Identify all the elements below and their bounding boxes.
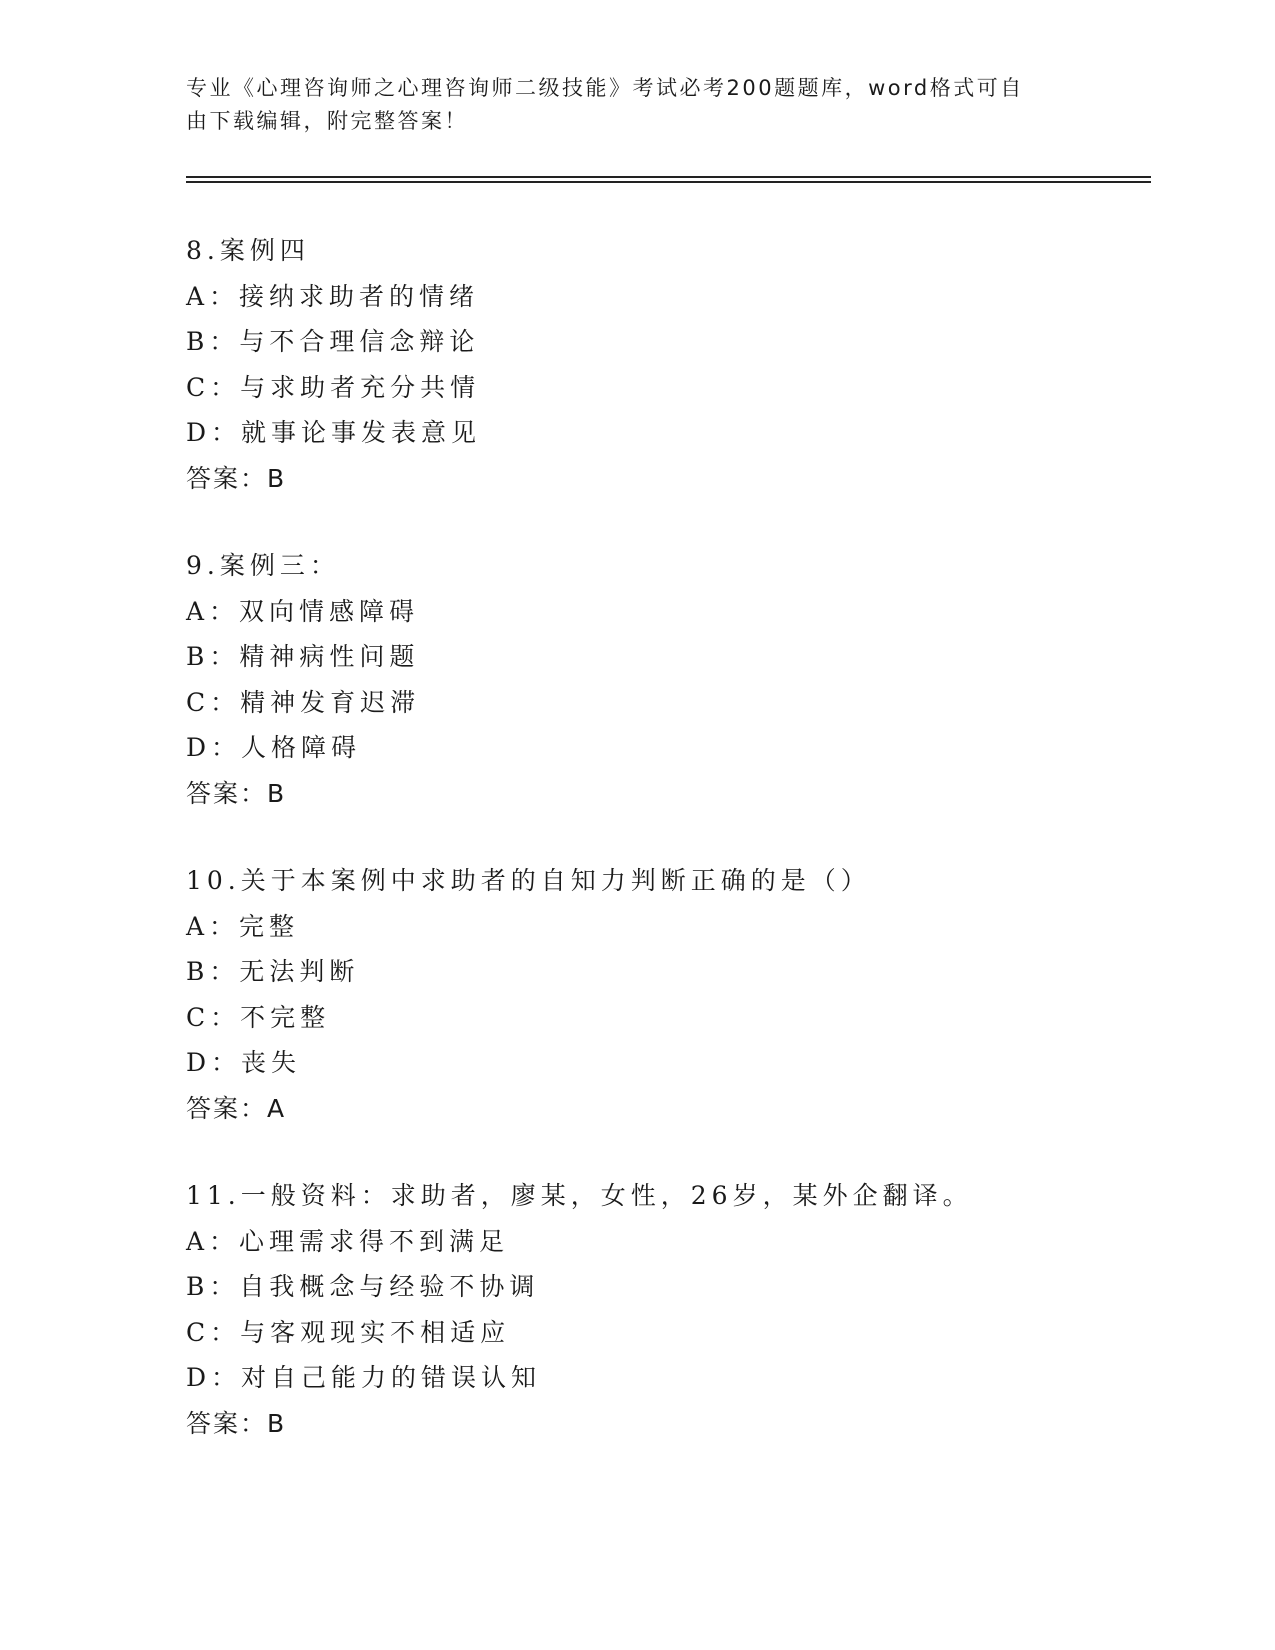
option-a: A：双向情感障碍 — [186, 596, 420, 626]
option-b: B：自我概念与经验不协调 — [186, 1272, 540, 1301]
option-a: A：完整 — [186, 911, 300, 941]
option-b: B：与不合理信念辩论 — [186, 327, 480, 356]
header-line-1: 专业《心理咨询师之心理咨询师二级技能》考试必考200题题库，word格式可自 — [186, 76, 1024, 100]
option-d: D：对自己能力的错误认知 — [186, 1363, 542, 1392]
option-c: C：不完整 — [186, 1002, 331, 1032]
option-d: D：人格障碍 — [186, 733, 362, 762]
option-d: D：丧失 — [186, 1048, 302, 1077]
option-b: B：精神病性问题 — [186, 642, 420, 671]
question-8 — [186, 228, 1146, 501]
option-d: D：就事论事发表意见 — [186, 418, 482, 447]
question-9 — [186, 543, 1146, 816]
header-divider-bottom — [186, 181, 1151, 183]
answer-label: 答案：B — [186, 778, 287, 808]
question-stem: 11.一般资料：求助者，廖某，女性，26岁，某外企翻译。 — [186, 1181, 973, 1210]
header-divider-top — [186, 176, 1151, 178]
option-b: B：无法判断 — [186, 957, 360, 986]
option-a: A：接纳求助者的情绪 — [186, 281, 480, 311]
option-a: A：心理需求得不到满足 — [186, 1226, 510, 1256]
document-header — [186, 72, 1086, 138]
header-line-2: 由下载编辑，附完整答案！ — [186, 109, 468, 133]
question-list — [186, 228, 1146, 1488]
option-c: C：精神发育迟滞 — [186, 687, 421, 717]
answer-label: 答案：B — [186, 463, 287, 493]
question-10 — [186, 858, 1146, 1131]
question-stem: 8.案例四 — [186, 236, 310, 265]
answer-label: 答案：A — [186, 1093, 287, 1123]
question-11 — [186, 1173, 1146, 1446]
question-stem: 10.关于本案例中求助者的自知力判断正确的是（） — [186, 866, 871, 895]
option-c: C：与求助者充分共情 — [186, 372, 481, 402]
question-stem: 9.案例三： — [186, 551, 340, 580]
option-c: C：与客观现实不相适应 — [186, 1317, 511, 1347]
answer-label: 答案：B — [186, 1408, 287, 1438]
